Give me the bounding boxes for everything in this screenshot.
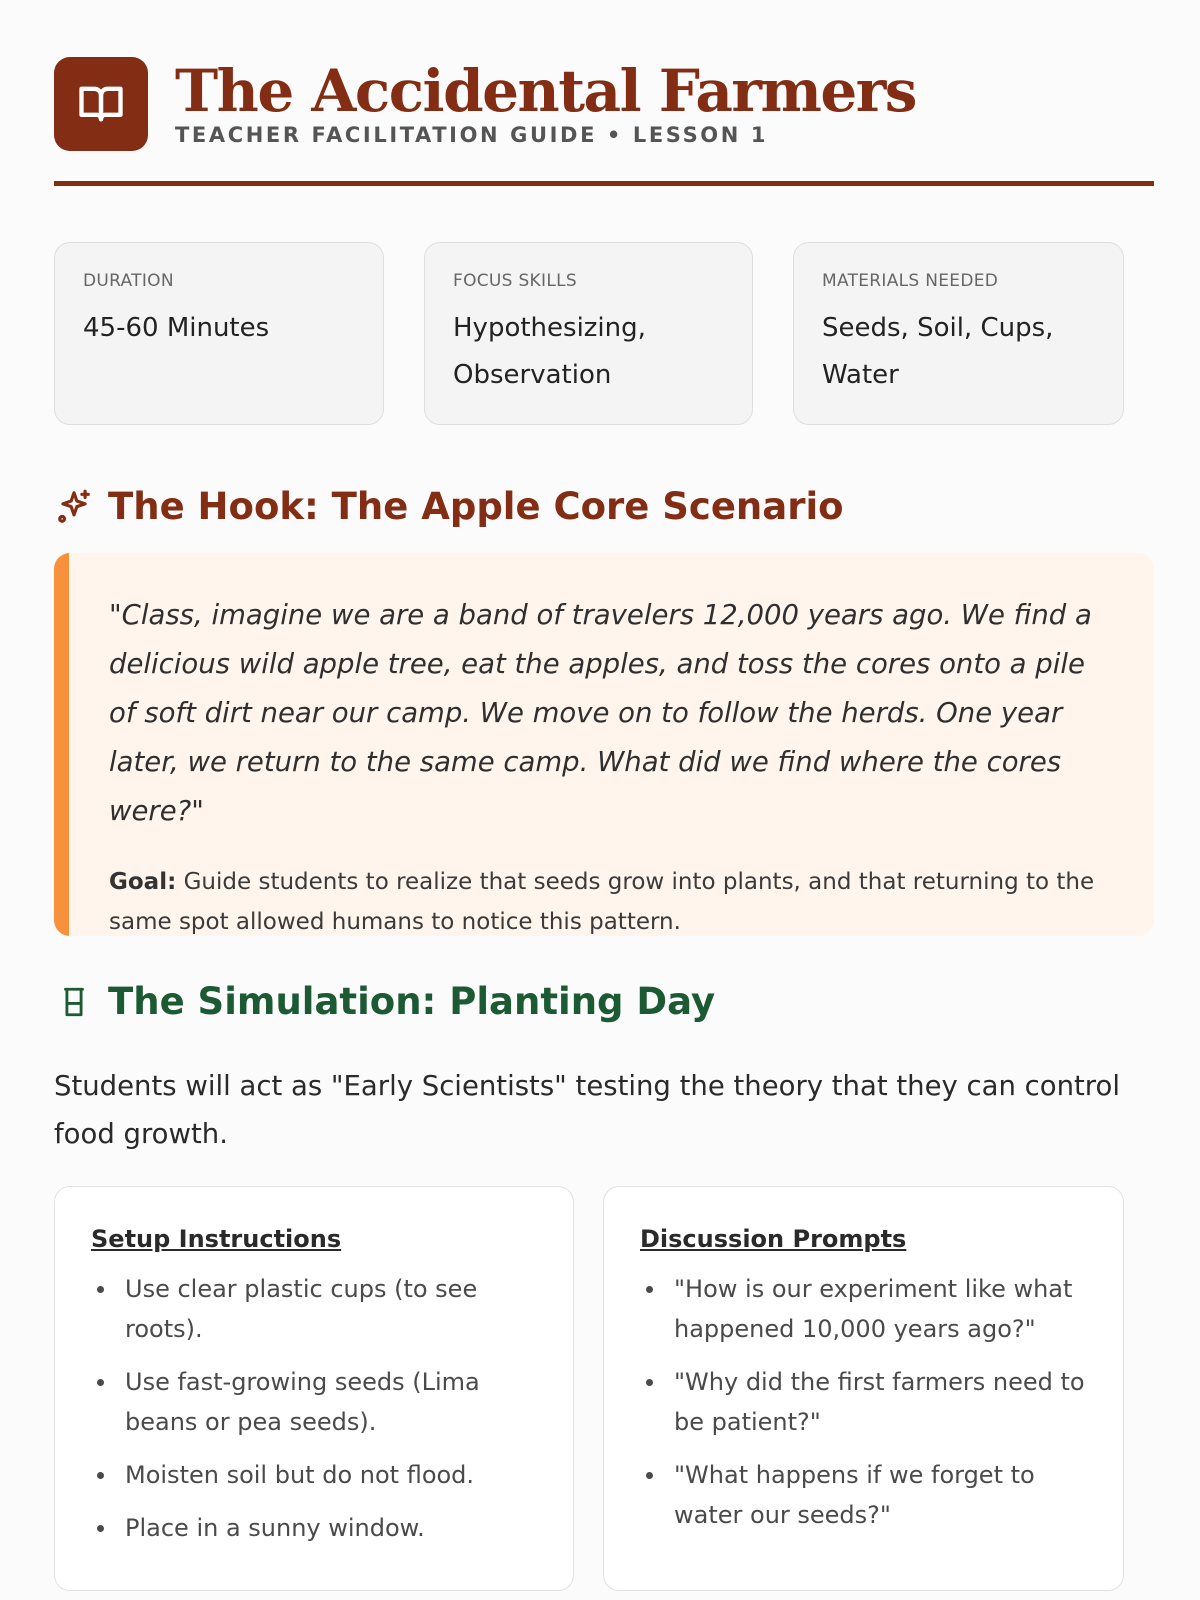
info-card-label: FOCUS SKILLS (453, 271, 577, 291)
simulation-intro: Students will act as "Early Scientists" testing the theory that they can control food growth. (54, 1070, 1120, 1150)
info-card-materials (793, 242, 1124, 425)
goal-label: Goal: (109, 869, 177, 895)
list-item: Use fast-growing seeds (Lima beans or pea seeds). (91, 1362, 537, 1442)
page-header (54, 57, 1154, 187)
simulation-section-heading (54, 978, 715, 1026)
setup-list (91, 1269, 537, 1548)
setup-heading: Setup Instructions (91, 1225, 342, 1253)
beaker-icon (54, 982, 94, 1022)
discussion-list (640, 1269, 1087, 1535)
list-item: "Why did the first farmers need to be patient?" (640, 1362, 1087, 1442)
hook-heading: The Hook: The Apple Core Scenario (108, 485, 844, 528)
list-item: Use clear plastic cups (to see roots). (91, 1269, 537, 1349)
list-item: "How is our experiment like what happened 10,000 years ago?" (640, 1269, 1087, 1349)
discussion-heading: Discussion Prompts (640, 1225, 907, 1253)
sparkles-icon (54, 487, 94, 527)
goal-text: Guide students to realize that seeds grow into plants, and that returning to the same spot allowed humans to notice this pattern. (109, 869, 1095, 935)
list-item: "What happens if we forget to water our seeds?" (640, 1455, 1087, 1535)
quote-accent-bar (54, 553, 69, 936)
page-subtitle: TEACHER FACILITATION GUIDE • LESSON 1 (175, 123, 769, 147)
book-open-icon (54, 57, 148, 151)
hook-goal (109, 862, 1104, 936)
info-card-value: Seeds, Soil, Cups, Water (822, 313, 1054, 390)
header-divider (54, 181, 1154, 186)
hook-section-heading (54, 483, 844, 531)
hook-quote: "Class, imagine we are a band of travelers 12,000 years ago. We find a delicious wild apple tree, eat the apples, and toss the cores onto a pile of soft dirt near our camp. We move on to follow the herds. One year later, we return to the same camp. What did we find where the cores were?" (109, 599, 1092, 827)
info-card-label: DURATION (83, 271, 174, 291)
info-card-focus-skills (424, 242, 753, 425)
simulation-heading: The Simulation: Planting Day (108, 980, 716, 1023)
setup-instructions-panel (54, 1186, 574, 1591)
list-item: Moisten soil but do not flood. (91, 1455, 537, 1495)
info-card-duration (54, 242, 384, 425)
info-card-value: 45-60 Minutes (83, 313, 270, 343)
info-card-value: Hypothesizing, Observation (453, 313, 646, 390)
list-item: Place in a sunny window. (91, 1508, 537, 1548)
hook-quote-box (54, 553, 1154, 936)
discussion-prompts-panel (603, 1186, 1124, 1591)
info-card-label: MATERIALS NEEDED (822, 271, 999, 291)
page-title: The Accidental Farmers (175, 57, 916, 125)
